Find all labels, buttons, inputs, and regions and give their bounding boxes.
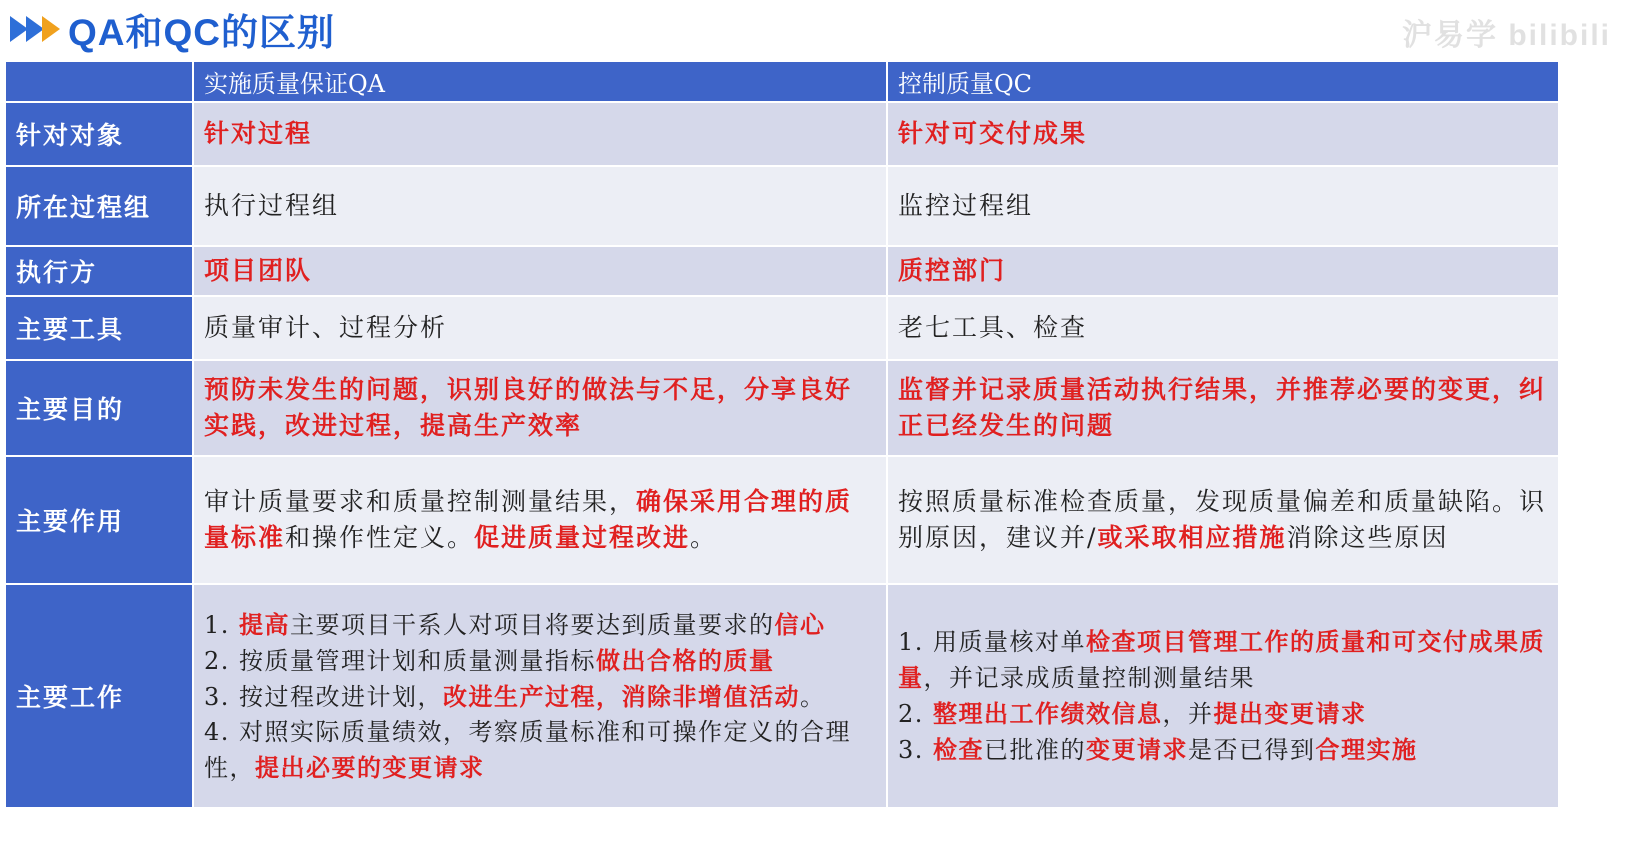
body-text: 是否已得到 [1188,736,1316,764]
body-text: 2. 按质量管理计划和质量测量指标 [204,646,597,675]
body-text: 。 [690,523,718,552]
row-label: 主要作用 [5,456,193,584]
qc-cell [887,166,1559,246]
list-item [898,624,1548,696]
body-text: 已批准的 [984,736,1087,764]
table-row [5,296,1559,360]
row-label: 主要目的 [5,360,193,456]
highlight-text: 项目团队 [204,256,313,285]
list-item [204,643,876,679]
highlight-text: 质控部门 [898,256,1007,285]
list-item [204,679,876,715]
highlight-text: 合理实施 [1315,735,1418,764]
body-text: 老七工具、检查 [898,313,1088,342]
table-row [5,456,1559,584]
highlight-text: 改进生产过程，消除非增值活动 [443,681,801,711]
body-text: 审计质量要求和质量控制测量结果， [204,487,637,516]
header-qa: 实施质量保证QA [193,61,887,102]
body-text: 和操作性定义。 [285,523,475,552]
body-text: 3. [898,736,934,764]
highlight-text: 针对过程 [204,119,313,148]
table-row [5,102,1559,166]
row-label: 执行方 [5,246,193,296]
highlight-text: 预防未发生的问题，识别良好的做法与不足，分享良好实践，改进过程，提高生产效率 [204,375,853,440]
qa-cell [193,102,887,166]
comparison-table [4,60,1560,809]
qc-cell [887,102,1559,166]
table-row [5,584,1559,808]
qc-cell [887,456,1559,584]
table-row [5,166,1559,246]
qa-cell [193,360,887,456]
table-header-row [5,61,1559,102]
chevron-arrows-icon [10,16,58,42]
highlight-text: 针对可交付成果 [898,119,1088,148]
highlight-text: 整理出工作绩效信息 [933,699,1163,728]
highlight-text: 提出必要的变更请求 [255,752,485,782]
highlight-text: 提出变更请求 [1213,699,1367,728]
body-text: 执行过程组 [204,191,340,220]
qa-cell [193,246,887,296]
body-text: 1. 用质量核对单 [898,628,1087,656]
body-text: 按照质量标准检查质量，发现质量偏差和质量缺陷。识别原因，建议并/ [898,487,1547,552]
list-item [204,607,876,643]
qc-cell [887,246,1559,296]
highlight-text: 提高 [239,609,291,639]
highlight-text: 促进质量过程改进 [474,523,691,552]
highlight-text: 做出合格的质量 [596,645,775,675]
body-text: 质量审计、过程分析 [204,313,448,342]
table-row [5,360,1559,456]
row-label: 主要工具 [5,296,193,360]
highlight-text: 或采取相应措施 [1097,523,1287,552]
highlight-text: 信心 [774,609,826,639]
body-text: 4. 对照实际质量绩效，考察质量标准和可操作定义的合理性， [204,717,852,782]
body-text: 主要项目干系人对项目将要达到质量要求的 [290,610,775,639]
page-title: QA和QC的区别 [68,12,335,53]
header-corner [5,61,193,102]
qc-cell [887,360,1559,456]
highlight-text: 检查项目管理工作的质量和可交付成果质量 [898,627,1546,692]
body-text: 2. [898,700,934,728]
qc-cell [887,296,1559,360]
list-item [898,732,1548,768]
qa-cell [193,456,887,584]
watermark: 沪易学 bilibili [1402,19,1611,52]
table-row [5,246,1559,296]
row-label: 所在过程组 [5,166,193,246]
body-text: 3. 按过程改进计划， [204,682,444,711]
qa-cell [193,166,887,246]
body-text: 。 [800,682,826,711]
qa-cell [193,296,887,360]
highlight-text: 检查 [933,735,985,764]
body-text: ，并 [1162,700,1214,728]
highlight-text: 变更请求 [1086,735,1189,764]
body-text: 消除这些原因 [1286,523,1449,552]
qc-cell [887,584,1559,808]
body-text: 1. [204,610,240,639]
highlight-text: 监督并记录质量活动执行结果，并推荐必要的变更，纠正已经发生的问题 [898,375,1547,440]
body-text: ，并记录成质量控制测量结果 [923,664,1255,692]
highlight-text: 确保采用合理的质量标准 [204,487,853,552]
qa-cell [193,584,887,808]
list-item [898,696,1548,732]
row-label: 主要工作 [5,584,193,808]
title-bar [10,0,335,58]
list-item [204,715,876,786]
row-label: 针对对象 [5,102,193,166]
body-text: 监控过程组 [898,191,1034,220]
header-qc: 控制质量QC [887,61,1559,102]
